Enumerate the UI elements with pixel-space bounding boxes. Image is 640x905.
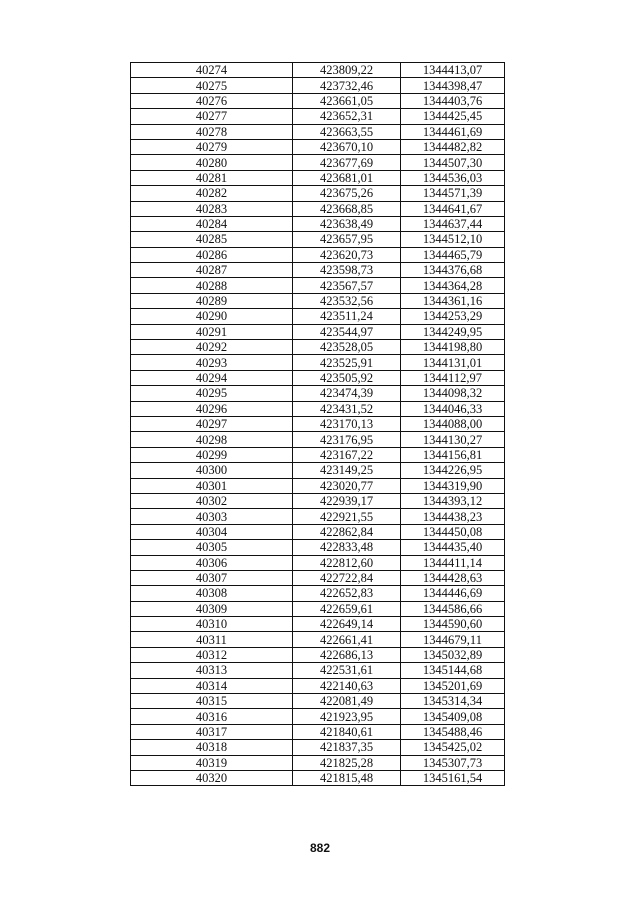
- table-row: [131, 124, 505, 139]
- y-coordinate-cell: 1344425,45: [401, 109, 505, 124]
- table-row: [131, 724, 505, 739]
- point-number-cell: 40317: [131, 724, 293, 739]
- y-coordinate-cell: 1344413,07: [401, 63, 505, 78]
- table-row: [131, 293, 505, 308]
- point-number-cell: 40283: [131, 201, 293, 216]
- y-coordinate-cell: 1344512,10: [401, 232, 505, 247]
- x-coordinate-cell: 422649,14: [293, 617, 401, 632]
- table-row: [131, 401, 505, 416]
- y-coordinate-cell: 1344098,32: [401, 386, 505, 401]
- point-number-cell: 40295: [131, 386, 293, 401]
- point-number-cell: 40302: [131, 493, 293, 508]
- table-row: [131, 63, 505, 78]
- y-coordinate-cell: 1345201,69: [401, 678, 505, 693]
- point-number-cell: 40312: [131, 647, 293, 662]
- x-coordinate-cell: 421825,28: [293, 755, 401, 770]
- table-row: [131, 139, 505, 154]
- y-coordinate-cell: 1345488,46: [401, 724, 505, 739]
- x-coordinate-cell: 421923,95: [293, 709, 401, 724]
- x-coordinate-cell: 423544,97: [293, 324, 401, 339]
- point-number-cell: 40307: [131, 570, 293, 585]
- y-coordinate-cell: 1345161,54: [401, 770, 505, 785]
- y-coordinate-cell: 1344393,12: [401, 493, 505, 508]
- x-coordinate-cell: 422812,60: [293, 555, 401, 570]
- table-row: [131, 493, 505, 508]
- x-coordinate-cell: 423176,95: [293, 432, 401, 447]
- point-number-cell: 40284: [131, 216, 293, 231]
- x-coordinate-cell: 423663,55: [293, 124, 401, 139]
- y-coordinate-cell: 1344482,82: [401, 139, 505, 154]
- point-number-cell: 40276: [131, 93, 293, 108]
- x-coordinate-cell: 422652,83: [293, 586, 401, 601]
- y-coordinate-cell: 1344446,69: [401, 586, 505, 601]
- table-row: [131, 109, 505, 124]
- table-row: [131, 186, 505, 201]
- table-row: [131, 232, 505, 247]
- point-number-cell: 40297: [131, 416, 293, 431]
- x-coordinate-cell: 422531,61: [293, 663, 401, 678]
- table-row: [131, 632, 505, 647]
- x-coordinate-cell: 423668,85: [293, 201, 401, 216]
- x-coordinate-cell: 422939,17: [293, 493, 401, 508]
- point-number-cell: 40304: [131, 524, 293, 539]
- y-coordinate-cell: 1344586,66: [401, 601, 505, 616]
- x-coordinate-cell: 423167,22: [293, 447, 401, 462]
- y-coordinate-cell: 1344226,95: [401, 463, 505, 478]
- table-row: [131, 509, 505, 524]
- x-coordinate-cell: 422081,49: [293, 694, 401, 709]
- point-number-cell: 40294: [131, 370, 293, 385]
- x-coordinate-cell: 423675,26: [293, 186, 401, 201]
- x-coordinate-cell: 423598,73: [293, 263, 401, 278]
- x-coordinate-cell: 422833,48: [293, 540, 401, 555]
- table-row: [131, 278, 505, 293]
- y-coordinate-cell: 1344465,79: [401, 247, 505, 262]
- table-row: [131, 170, 505, 185]
- x-coordinate-cell: 422659,61: [293, 601, 401, 616]
- table-row: [131, 201, 505, 216]
- table-row: [131, 432, 505, 447]
- x-coordinate-cell: 423532,56: [293, 293, 401, 308]
- y-coordinate-cell: 1344364,28: [401, 278, 505, 293]
- point-number-cell: 40319: [131, 755, 293, 770]
- y-coordinate-cell: 1344403,76: [401, 93, 505, 108]
- x-coordinate-cell: 422686,13: [293, 647, 401, 662]
- coordinates-table-container: [130, 62, 503, 786]
- y-coordinate-cell: 1345144,68: [401, 663, 505, 678]
- point-number-cell: 40296: [131, 401, 293, 416]
- table-row: [131, 755, 505, 770]
- point-number-cell: 40286: [131, 247, 293, 262]
- y-coordinate-cell: 1344461,69: [401, 124, 505, 139]
- y-coordinate-cell: 1344411,14: [401, 555, 505, 570]
- y-coordinate-cell: 1344319,90: [401, 478, 505, 493]
- table-row: [131, 740, 505, 755]
- table-row: [131, 540, 505, 555]
- x-coordinate-cell: 423657,95: [293, 232, 401, 247]
- y-coordinate-cell: 1344112,97: [401, 370, 505, 385]
- point-number-cell: 40315: [131, 694, 293, 709]
- table-row: [131, 663, 505, 678]
- table-row: [131, 247, 505, 262]
- x-coordinate-cell: 422921,55: [293, 509, 401, 524]
- x-coordinate-cell: 422661,41: [293, 632, 401, 647]
- y-coordinate-cell: 1344361,16: [401, 293, 505, 308]
- table-row: [131, 263, 505, 278]
- table-row: [131, 355, 505, 370]
- table-row: [131, 678, 505, 693]
- y-coordinate-cell: 1344253,29: [401, 309, 505, 324]
- table-row: [131, 555, 505, 570]
- x-coordinate-cell: 421815,48: [293, 770, 401, 785]
- point-number-cell: 40275: [131, 78, 293, 93]
- y-coordinate-cell: 1344131,01: [401, 355, 505, 370]
- point-number-cell: 40300: [131, 463, 293, 478]
- y-coordinate-cell: 1344198,80: [401, 340, 505, 355]
- point-number-cell: 40287: [131, 263, 293, 278]
- x-coordinate-cell: 423511,24: [293, 309, 401, 324]
- table-row: [131, 340, 505, 355]
- point-number-cell: 40299: [131, 447, 293, 462]
- y-coordinate-cell: 1344679,11: [401, 632, 505, 647]
- x-coordinate-cell: 423652,31: [293, 109, 401, 124]
- point-number-cell: 40278: [131, 124, 293, 139]
- x-coordinate-cell: 423638,49: [293, 216, 401, 231]
- table-row: [131, 570, 505, 585]
- coordinates-table: [130, 62, 505, 786]
- table-row: [131, 216, 505, 231]
- table-row: [131, 78, 505, 93]
- point-number-cell: 40293: [131, 355, 293, 370]
- point-number-cell: 40306: [131, 555, 293, 570]
- point-number-cell: 40280: [131, 155, 293, 170]
- y-coordinate-cell: 1344435,40: [401, 540, 505, 555]
- y-coordinate-cell: 1344428,63: [401, 570, 505, 585]
- table-row: [131, 463, 505, 478]
- table-row: [131, 647, 505, 662]
- table-row: [131, 601, 505, 616]
- point-number-cell: 40311: [131, 632, 293, 647]
- table-row: [131, 416, 505, 431]
- point-number-cell: 40281: [131, 170, 293, 185]
- page-number: 882: [309, 841, 331, 855]
- point-number-cell: 40308: [131, 586, 293, 601]
- coordinates-table-body: [131, 63, 505, 786]
- x-coordinate-cell: 423170,13: [293, 416, 401, 431]
- x-coordinate-cell: 423809,22: [293, 63, 401, 78]
- table-row: [131, 694, 505, 709]
- point-number-cell: 40316: [131, 709, 293, 724]
- y-coordinate-cell: 1345314,34: [401, 694, 505, 709]
- y-coordinate-cell: 1345307,73: [401, 755, 505, 770]
- point-number-cell: 40305: [131, 540, 293, 555]
- y-coordinate-cell: 1344156,81: [401, 447, 505, 462]
- point-number-cell: 40298: [131, 432, 293, 447]
- point-number-cell: 40303: [131, 509, 293, 524]
- point-number-cell: 40288: [131, 278, 293, 293]
- point-number-cell: 40289: [131, 293, 293, 308]
- table-row: [131, 586, 505, 601]
- point-number-cell: 40285: [131, 232, 293, 247]
- x-coordinate-cell: 422722,84: [293, 570, 401, 585]
- table-row: [131, 447, 505, 462]
- x-coordinate-cell: 423670,10: [293, 139, 401, 154]
- point-number-cell: 40310: [131, 617, 293, 632]
- point-number-cell: 40320: [131, 770, 293, 785]
- x-coordinate-cell: 423681,01: [293, 170, 401, 185]
- table-row: [131, 386, 505, 401]
- y-coordinate-cell: 1344571,39: [401, 186, 505, 201]
- y-coordinate-cell: 1344507,30: [401, 155, 505, 170]
- point-number-cell: 40290: [131, 309, 293, 324]
- table-row: [131, 709, 505, 724]
- y-coordinate-cell: 1344046,33: [401, 401, 505, 416]
- point-number-cell: 40274: [131, 63, 293, 78]
- table-row: [131, 93, 505, 108]
- table-row: [131, 155, 505, 170]
- x-coordinate-cell: 423020,77: [293, 478, 401, 493]
- y-coordinate-cell: 1344398,47: [401, 78, 505, 93]
- x-coordinate-cell: 422140,63: [293, 678, 401, 693]
- y-coordinate-cell: 1345032,89: [401, 647, 505, 662]
- x-coordinate-cell: 423505,92: [293, 370, 401, 385]
- y-coordinate-cell: 1345409,08: [401, 709, 505, 724]
- table-row: [131, 309, 505, 324]
- y-coordinate-cell: 1344637,44: [401, 216, 505, 231]
- x-coordinate-cell: 423567,57: [293, 278, 401, 293]
- point-number-cell: 40277: [131, 109, 293, 124]
- x-coordinate-cell: 423620,73: [293, 247, 401, 262]
- y-coordinate-cell: 1344590,60: [401, 617, 505, 632]
- point-number-cell: 40279: [131, 139, 293, 154]
- table-row: [131, 370, 505, 385]
- table-row: [131, 524, 505, 539]
- x-coordinate-cell: 423528,05: [293, 340, 401, 355]
- x-coordinate-cell: 423525,91: [293, 355, 401, 370]
- point-number-cell: 40313: [131, 663, 293, 678]
- y-coordinate-cell: 1344249,95: [401, 324, 505, 339]
- x-coordinate-cell: 423732,46: [293, 78, 401, 93]
- y-coordinate-cell: 1344641,67: [401, 201, 505, 216]
- point-number-cell: 40318: [131, 740, 293, 755]
- table-row: [131, 324, 505, 339]
- x-coordinate-cell: 421840,61: [293, 724, 401, 739]
- y-coordinate-cell: 1345425,02: [401, 740, 505, 755]
- x-coordinate-cell: 423474,39: [293, 386, 401, 401]
- y-coordinate-cell: 1344130,27: [401, 432, 505, 447]
- x-coordinate-cell: 423149,25: [293, 463, 401, 478]
- x-coordinate-cell: 423677,69: [293, 155, 401, 170]
- point-number-cell: 40309: [131, 601, 293, 616]
- table-row: [131, 617, 505, 632]
- x-coordinate-cell: 423661,05: [293, 93, 401, 108]
- x-coordinate-cell: 422862,84: [293, 524, 401, 539]
- point-number-cell: 40282: [131, 186, 293, 201]
- x-coordinate-cell: 421837,35: [293, 740, 401, 755]
- point-number-cell: 40292: [131, 340, 293, 355]
- y-coordinate-cell: 1344438,23: [401, 509, 505, 524]
- point-number-cell: 40301: [131, 478, 293, 493]
- point-number-cell: 40291: [131, 324, 293, 339]
- y-coordinate-cell: 1344536,03: [401, 170, 505, 185]
- table-row: [131, 770, 505, 785]
- y-coordinate-cell: 1344088,00: [401, 416, 505, 431]
- y-coordinate-cell: 1344450,08: [401, 524, 505, 539]
- table-row: [131, 478, 505, 493]
- x-coordinate-cell: 423431,52: [293, 401, 401, 416]
- point-number-cell: 40314: [131, 678, 293, 693]
- y-coordinate-cell: 1344376,68: [401, 263, 505, 278]
